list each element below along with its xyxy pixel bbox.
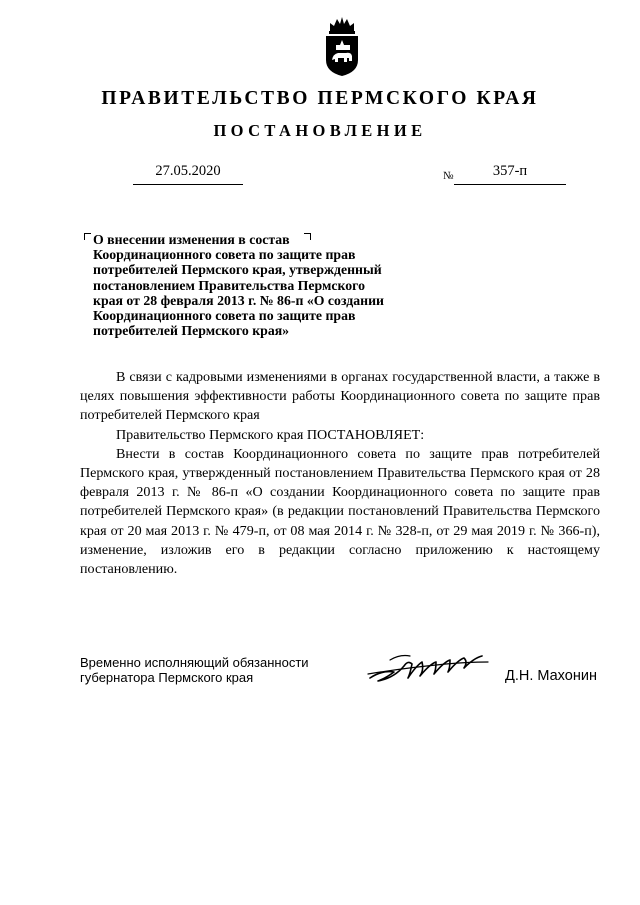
number-sign: №: [443, 170, 454, 182]
subject-line: постановлением Правительства Пермского: [93, 277, 365, 293]
subject-bracket-left: [84, 233, 91, 240]
document-number: 357-п: [454, 163, 566, 185]
body-paragraph: Внести в состав Координационного совета по защите прав потребителей Пермского края, утвержденный постановлением Правительства Пермского края от 28 февраля 2013 г. № 86-п «О создании Координационного совета по защите прав потребителей Пермского края» (в редакции постановлений Правительства Пермского края от 20 мая 2013 г. № 479-п, от 08 мая 2014 г. № 328-п, от 29 мая 2019 г. № 366-п), изменение, изложив его в редакции согласно приложению к настоящему постановлению.: [80, 445, 600, 578]
subject-line: Координационного совета по защите прав: [93, 247, 356, 263]
subject-line: Координационного совета по защите прав: [93, 308, 356, 324]
handwritten-signature-icon: [364, 648, 494, 686]
subject-line: края от 28 февраля 2013 г. № 86-п «О создании: [93, 292, 384, 308]
coat-of-arms-icon: [318, 14, 366, 78]
organization-title: ПРАВИТЕЛЬСТВО ПЕРМСКОГО КРАЯ: [101, 88, 539, 109]
subject-line: потребителей Пермского края»: [93, 323, 290, 339]
document-body: [80, 368, 600, 579]
body-paragraph: Правительство Пермского края ПОСТАНОВЛЯЕТ:: [116, 426, 425, 443]
subject-line: О внесении изменения в состав: [93, 232, 290, 247]
document-type: ПОСТАНОВЛЕНИЕ: [213, 121, 427, 140]
signer-position-line: Временно исполняющий обязанности: [80, 655, 309, 670]
document-subject: [93, 232, 423, 338]
subject-line: потребителей Пермского края, утвержденный: [93, 262, 382, 278]
signer-position: [80, 655, 350, 685]
document-date: 27.05.2020: [133, 163, 243, 185]
signer-name: Д.Н. Махонин: [505, 668, 597, 684]
body-paragraph: В связи с кадровыми изменениями в органах государственной власти, а также в целях повышения эффективности работы Координационного совета по защите прав потребителей Пермского края: [80, 369, 600, 424]
signer-position-line: губернатора Пермского края: [80, 670, 254, 685]
